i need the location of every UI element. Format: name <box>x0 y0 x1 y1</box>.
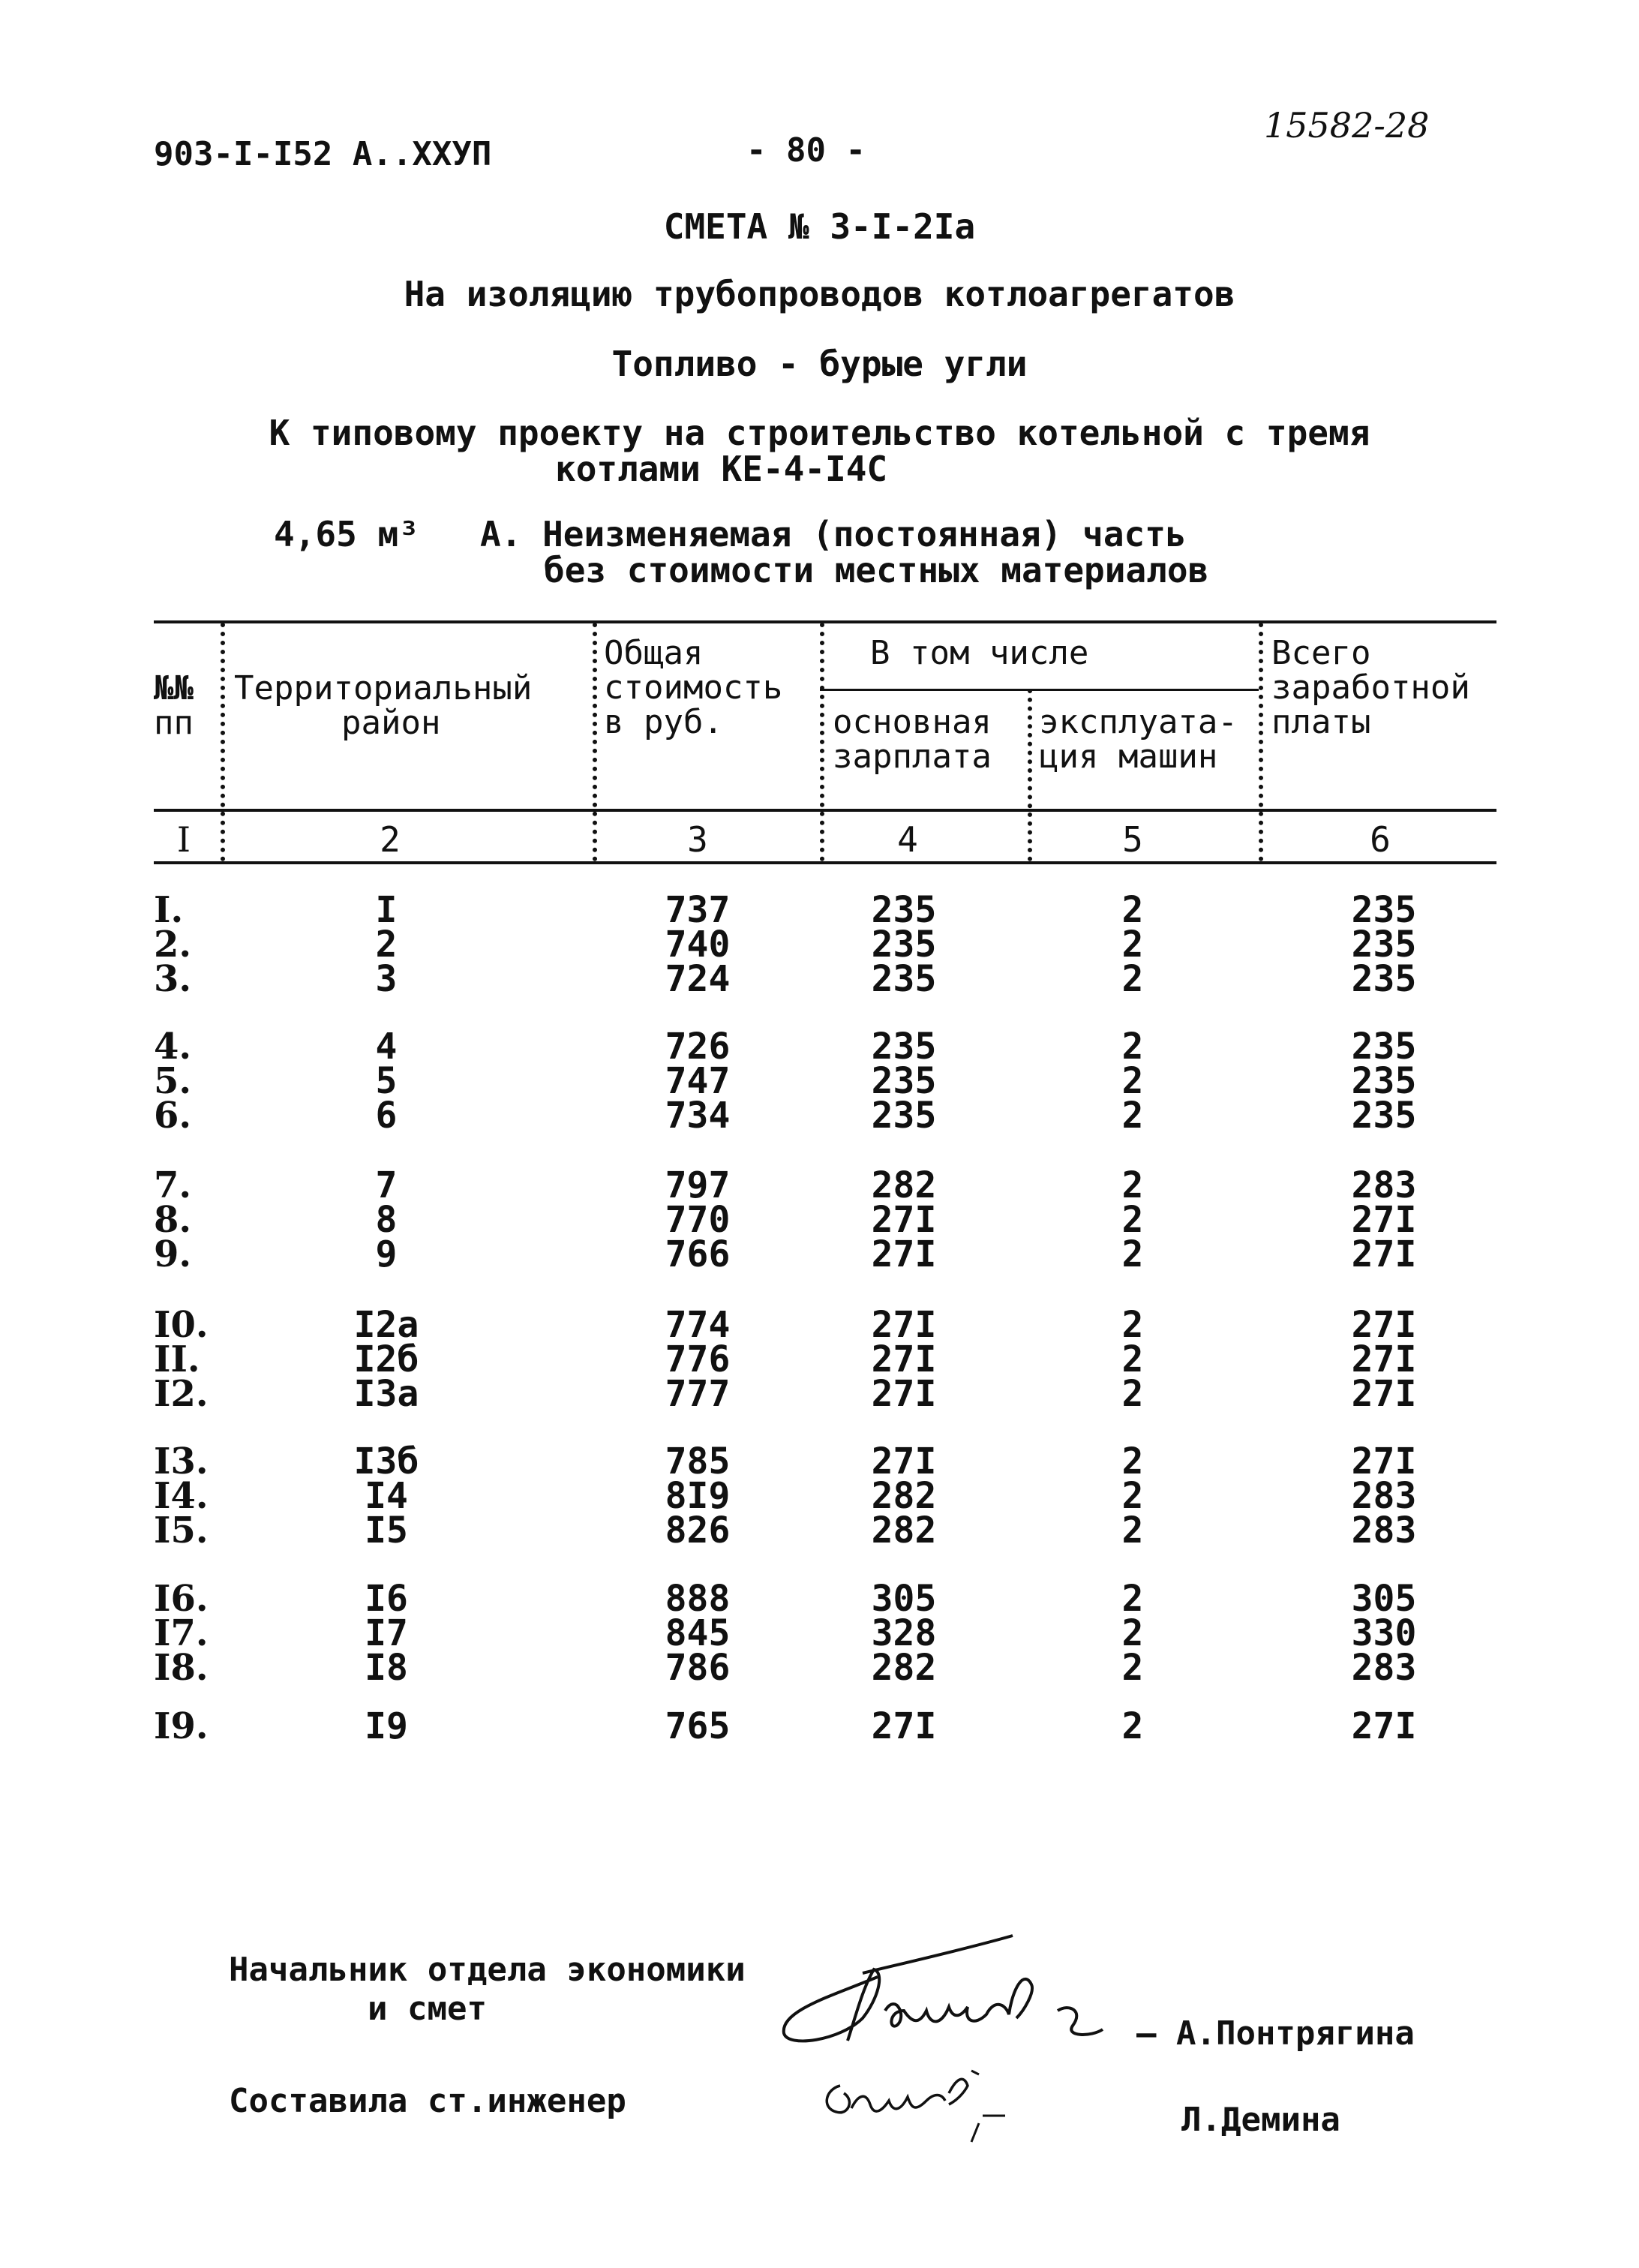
row-region: I3а <box>353 1373 419 1415</box>
signer1-name: — А.Понтрягина <box>1136 2014 1415 2053</box>
row-total-cost: 797 <box>665 1164 731 1206</box>
signer2-role: Составила ст.инженер <box>229 2082 626 2120</box>
row-region: I2б <box>353 1338 419 1380</box>
row-total-cost: 777 <box>665 1373 731 1415</box>
header-wages-3: платы <box>1271 703 1371 741</box>
row-machine-operation: 2 <box>1121 1578 1144 1620</box>
row-region: 4 <box>375 1026 398 1068</box>
header-salary-2: зарплата <box>833 737 992 776</box>
signer1-role-line2: и смет <box>368 1990 487 2028</box>
row-number: I8. <box>154 1647 209 1689</box>
row-total-wages: 235 <box>1351 889 1417 931</box>
row-total-cost: 845 <box>665 1612 731 1654</box>
row-number: I2. <box>154 1373 209 1415</box>
row-number: I5. <box>154 1509 209 1552</box>
row-machine-operation: 2 <box>1121 1612 1144 1654</box>
col-divider-4 <box>1028 689 1032 861</box>
header-wages-2: заработной <box>1271 668 1470 707</box>
archive-number: 15582-28 <box>1264 105 1430 146</box>
row-region: I6 <box>365 1578 408 1620</box>
row-total-cost: 726 <box>665 1026 731 1068</box>
row-total-cost: 888 <box>665 1578 731 1620</box>
row-machine-operation: 2 <box>1121 1373 1144 1415</box>
row-total-cost: 747 <box>665 1060 731 1102</box>
row-base-salary: 27I <box>871 1440 937 1482</box>
row-number: I9. <box>154 1705 209 1747</box>
row-total-wages: 235 <box>1351 1060 1417 1102</box>
row-total-cost: 770 <box>665 1199 731 1241</box>
table-top-rule <box>154 620 1496 623</box>
row-machine-operation: 2 <box>1121 1164 1144 1206</box>
estimate-title: СМЕТА № 3-I-2Iа <box>663 206 976 247</box>
row-region: I7 <box>365 1612 408 1654</box>
part-a-line-2: без стоимости местных материалов <box>544 550 1209 590</box>
header-group: В том числе <box>870 634 1089 672</box>
header-bottom-rule <box>154 809 1496 812</box>
group-rule <box>820 689 1259 691</box>
project-line-1: К типовому проекту на строительство котельной с тремя <box>269 413 1370 453</box>
row-machine-operation: 2 <box>1121 1338 1144 1380</box>
row-total-cost: 766 <box>665 1233 731 1275</box>
row-machine-operation: 2 <box>1121 1440 1144 1482</box>
col-divider-2 <box>593 623 597 861</box>
row-total-wages: 305 <box>1351 1578 1417 1620</box>
row-total-wages: 27I <box>1351 1304 1417 1346</box>
row-region: 7 <box>375 1164 398 1206</box>
row-base-salary: 282 <box>871 1475 937 1517</box>
row-total-cost: 765 <box>665 1705 731 1747</box>
header-salary-1: основная <box>833 703 992 741</box>
fuel-type: Топливо - бурые угли <box>611 344 1028 384</box>
row-machine-operation: 2 <box>1121 1199 1144 1241</box>
row-number: I4. <box>154 1475 209 1517</box>
header-total-3: в руб. <box>604 703 723 741</box>
row-region: I5 <box>365 1509 408 1552</box>
row-number: 9. <box>154 1233 192 1275</box>
colnum-6: 6 <box>1370 819 1391 860</box>
row-total-cost: 734 <box>665 1095 731 1137</box>
row-total-cost: 826 <box>665 1509 731 1552</box>
row-total-cost: 785 <box>665 1440 731 1482</box>
row-total-wages: 235 <box>1351 958 1417 1000</box>
row-base-salary: 305 <box>871 1578 937 1620</box>
row-total-cost: 724 <box>665 958 731 1000</box>
row-total-cost: 776 <box>665 1338 731 1380</box>
row-total-wages: 330 <box>1351 1612 1417 1654</box>
row-base-salary: 235 <box>871 889 937 931</box>
row-region: I <box>375 889 398 931</box>
row-machine-operation: 2 <box>1121 1233 1144 1275</box>
row-total-wages: 27I <box>1351 1233 1417 1275</box>
header-total-2: стоимость <box>604 668 783 707</box>
col-divider-3 <box>820 623 824 861</box>
estimate-subject: На изоляцию трубопроводов котлоагрегатов <box>404 274 1235 314</box>
row-base-salary: 235 <box>871 1060 937 1102</box>
row-base-salary: 27I <box>871 1304 937 1346</box>
row-number: I0. <box>154 1304 209 1346</box>
row-base-salary: 235 <box>871 1026 937 1068</box>
row-total-wages: 27I <box>1351 1373 1417 1415</box>
row-region: I9 <box>365 1705 408 1747</box>
row-total-wages: 283 <box>1351 1647 1417 1689</box>
row-number: 3. <box>154 958 192 1000</box>
row-total-wages: 283 <box>1351 1164 1417 1206</box>
row-base-salary: 27I <box>871 1705 937 1747</box>
row-number: 2. <box>154 924 192 966</box>
signature-2 <box>810 2056 1020 2146</box>
row-region: 9 <box>375 1233 398 1275</box>
row-machine-operation: 2 <box>1121 924 1144 966</box>
row-base-salary: 27I <box>871 1373 937 1415</box>
row-base-salary: 282 <box>871 1164 937 1206</box>
page-number: - 80 - <box>746 131 866 170</box>
row-region: 2 <box>375 924 398 966</box>
header-no-1: №№ <box>154 669 194 707</box>
row-base-salary: 235 <box>871 1095 937 1137</box>
row-machine-operation: 2 <box>1121 889 1144 931</box>
row-region: 3 <box>375 958 398 1000</box>
row-machine-operation: 2 <box>1121 1647 1144 1689</box>
row-region: 8 <box>375 1199 398 1241</box>
row-base-salary: 235 <box>871 924 937 966</box>
row-base-salary: 282 <box>871 1509 937 1552</box>
colnum-4: 4 <box>897 819 918 860</box>
row-total-cost: 8I9 <box>665 1475 731 1517</box>
doc-code: 903-I-I52 А..XXУП <box>154 135 492 173</box>
row-base-salary: 328 <box>871 1612 937 1654</box>
row-base-salary: 282 <box>871 1647 937 1689</box>
project-line-2: котлами КЕ-4-I4С <box>555 449 888 489</box>
row-machine-operation: 2 <box>1121 958 1144 1000</box>
signer1-role-line1: Начальник отдела экономики <box>229 1951 746 1989</box>
colnum-5: 5 <box>1122 819 1143 860</box>
row-machine-operation: 2 <box>1121 1095 1144 1137</box>
row-total-wages: 235 <box>1351 1026 1417 1068</box>
row-base-salary: 235 <box>871 958 937 1000</box>
row-total-wages: 235 <box>1351 1095 1417 1137</box>
row-total-cost: 786 <box>665 1647 731 1689</box>
colnum-2: 2 <box>380 819 401 860</box>
part-a-line-1: А. Неизменяемая (постоянная) часть <box>480 514 1187 554</box>
row-base-salary: 27I <box>871 1233 937 1275</box>
row-total-wages: 27I <box>1351 1338 1417 1380</box>
volume: 4,65 м³ <box>274 514 419 554</box>
header-wages-1: Всего <box>1271 634 1371 672</box>
row-number: I. <box>154 889 184 931</box>
row-total-cost: 740 <box>665 924 731 966</box>
row-region: 5 <box>375 1060 398 1102</box>
row-base-salary: 27I <box>871 1199 937 1241</box>
col-divider-5 <box>1259 623 1263 861</box>
row-number: 6. <box>154 1095 192 1137</box>
header-region-2: район <box>341 704 441 742</box>
row-number: I6. <box>154 1578 209 1620</box>
row-base-salary: 27I <box>871 1338 937 1380</box>
row-total-cost: 737 <box>665 889 731 931</box>
row-region: I4 <box>365 1475 408 1517</box>
row-machine-operation: 2 <box>1121 1026 1144 1068</box>
row-number: 7. <box>154 1164 192 1206</box>
row-region: I8 <box>365 1647 408 1689</box>
colnum-3: 3 <box>687 819 708 860</box>
row-machine-operation: 2 <box>1121 1304 1144 1346</box>
row-machine-operation: 2 <box>1121 1705 1144 1747</box>
row-region: I3б <box>353 1440 419 1482</box>
header-total-1: Общая <box>604 634 704 672</box>
colnum-bottom-rule <box>154 861 1496 864</box>
row-machine-operation: 2 <box>1121 1509 1144 1552</box>
col-divider-1 <box>221 623 225 861</box>
row-total-wages: 235 <box>1351 924 1417 966</box>
header-no-2: пп <box>154 704 194 742</box>
colnum-1: I <box>176 819 191 860</box>
row-region: I2а <box>353 1304 419 1346</box>
row-total-cost: 774 <box>665 1304 731 1346</box>
row-machine-operation: 2 <box>1121 1475 1144 1517</box>
header-machines-1: эксплуата- <box>1039 703 1238 741</box>
row-total-wages: 283 <box>1351 1509 1417 1552</box>
row-number: 4. <box>154 1026 192 1068</box>
row-total-wages: 27I <box>1351 1440 1417 1482</box>
header-machines-2: ция машин <box>1039 737 1218 776</box>
signer2-name: Л.Демина <box>1181 2101 1340 2139</box>
row-total-wages: 27I <box>1351 1199 1417 1241</box>
row-machine-operation: 2 <box>1121 1060 1144 1102</box>
row-number: I7. <box>154 1612 209 1654</box>
row-number: I3. <box>154 1440 209 1482</box>
row-number: 8. <box>154 1199 192 1241</box>
row-total-wages: 283 <box>1351 1475 1417 1517</box>
row-number: 5. <box>154 1060 192 1102</box>
header-region-1: Территориальный <box>234 669 533 707</box>
row-total-wages: 27I <box>1351 1705 1417 1747</box>
signature-1 <box>773 1928 1133 2071</box>
row-number: II. <box>154 1338 200 1380</box>
row-region: 6 <box>375 1095 398 1137</box>
